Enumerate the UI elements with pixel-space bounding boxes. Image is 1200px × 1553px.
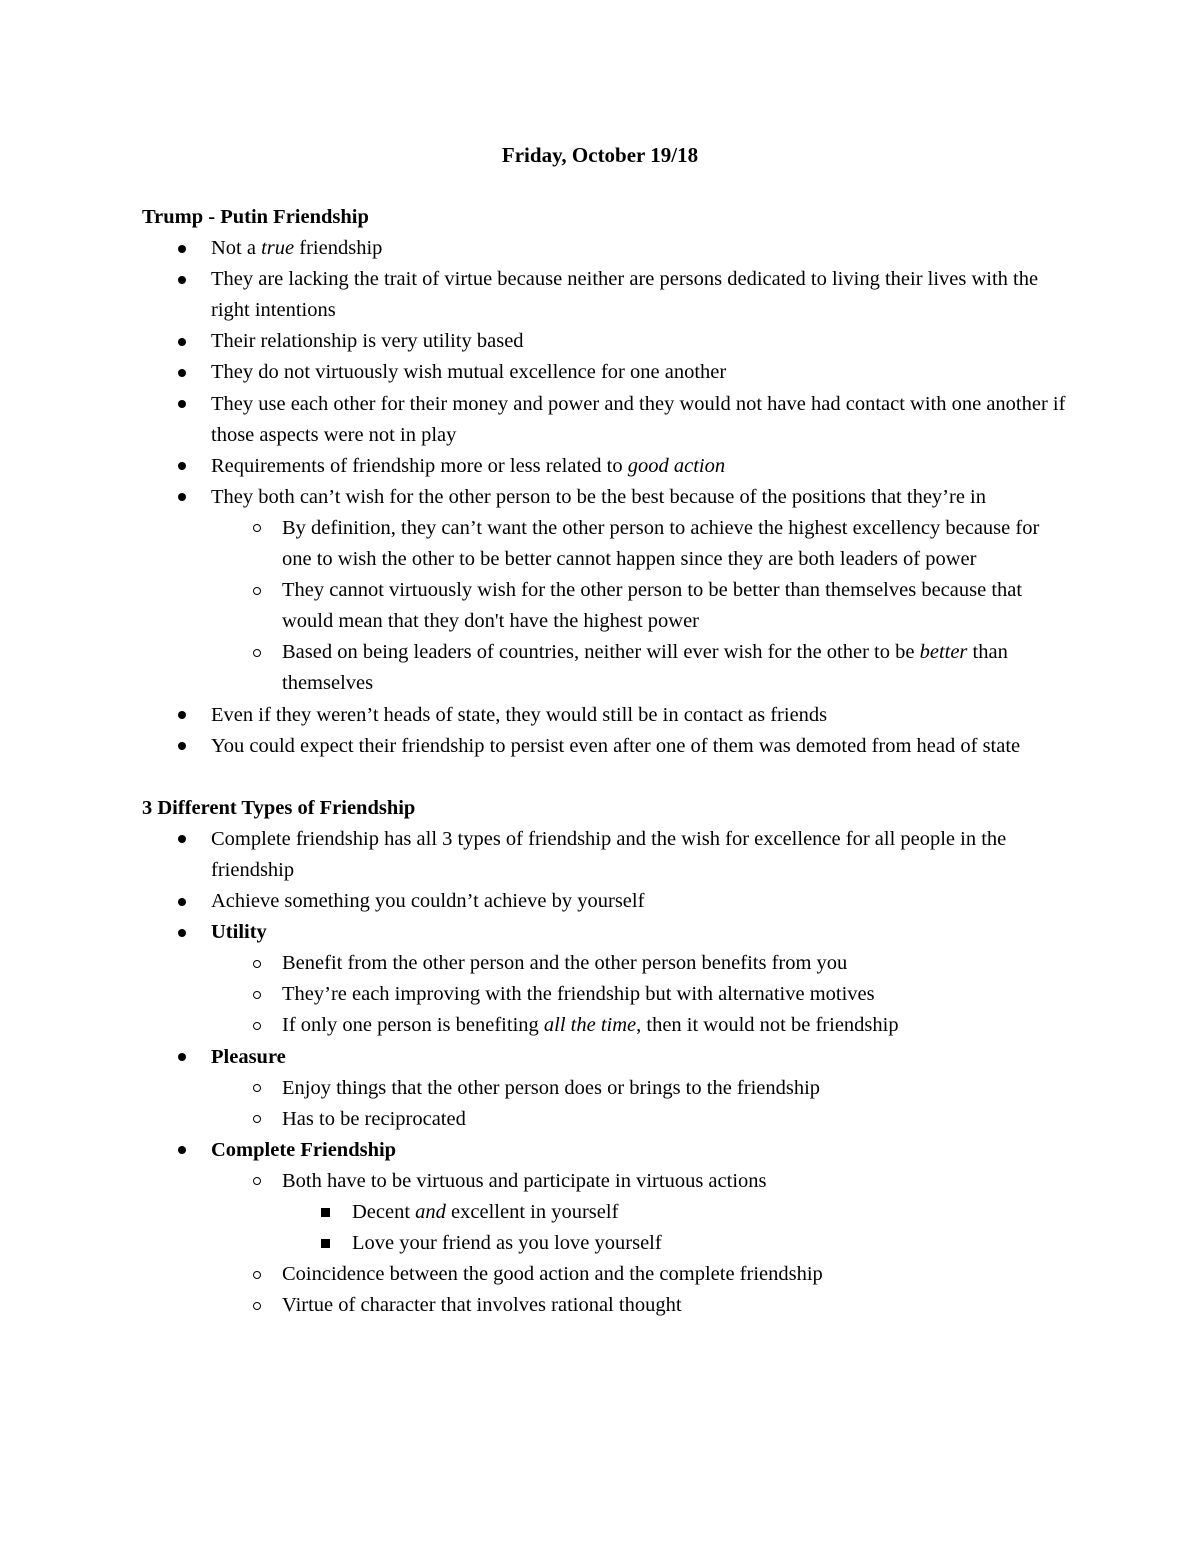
bullet-disc-icon — [175, 389, 189, 420]
list-item — [142, 482, 1072, 513]
bullet-disc-icon — [175, 451, 189, 482]
italic-text: and — [415, 1201, 446, 1223]
sub-list-item — [142, 979, 1072, 1010]
list-item-text: Enjoy things that the other person does or brings to the friendship — [282, 1076, 821, 1099]
bullet-circle-icon — [250, 1166, 264, 1197]
bullet-disc-icon — [175, 886, 189, 917]
list-item-text: They’re each improving with the friendship but with alternative motives — [282, 983, 875, 1006]
bullet-circle-icon — [250, 575, 264, 606]
list-item-text: , then it would not be friendship — [636, 1014, 899, 1037]
list-item-text: By definition, they can’t want the other person to achieve the highest excellency because for one to wish the other to be better cannot happen since they are both leaders of power — [282, 516, 1040, 571]
notes-body — [142, 202, 1072, 1321]
list-item-text: Based on being leaders of countries, neither will ever wish for the other to be — [282, 641, 920, 664]
page-title: Friday, October 19/18 — [501, 143, 699, 167]
list-item-text: excellent in yourself — [445, 1201, 619, 1223]
list-item-text: They are lacking the trait of virtue because neither are persons dedicated to living their lives with the right intentions — [211, 268, 1039, 322]
sub-list-item — [142, 637, 1072, 699]
bullet-disc-icon — [175, 731, 189, 762]
bullet-circle-icon — [250, 637, 264, 668]
list-item — [142, 700, 1072, 731]
sub-sub-list-item — [142, 1197, 1072, 1228]
list-item-text: than themselves — [282, 641, 1008, 695]
sub-list-item — [142, 1010, 1072, 1041]
bold-label: Utility — [211, 921, 267, 944]
italic-text: true — [261, 237, 295, 260]
sub-list-item — [142, 1166, 1072, 1197]
bullet-disc-icon — [175, 233, 189, 264]
bullet-disc-icon — [175, 357, 189, 388]
bullet-square-icon — [318, 1197, 332, 1228]
bullet-circle-icon — [250, 1290, 264, 1321]
bullet-disc-icon — [175, 482, 189, 513]
bullet-disc-icon — [175, 264, 189, 295]
list-item-text: If only one person is benefiting — [282, 1014, 544, 1037]
list-item-pleasure — [142, 1042, 1072, 1073]
sub-list-item — [142, 1104, 1072, 1135]
bullet-circle-icon — [250, 1073, 264, 1104]
bullet-disc-icon — [175, 1135, 189, 1166]
list-item — [142, 451, 1072, 482]
bullet-disc-icon — [175, 824, 189, 855]
list-item-text: Coincidence between the good action and the complete friendship — [282, 1263, 823, 1286]
list-item — [142, 264, 1072, 326]
list-item — [142, 326, 1072, 357]
list-item-text: They use each other for their money and power and they would not have had contact with one another if those aspects were not in play — [211, 392, 1066, 446]
list-item-text: Decent — [352, 1201, 416, 1223]
bold-label: Complete Friendship — [211, 1138, 397, 1161]
list-item-text: They both can’t wish for the other person to be the best because of the positions that they’re in — [211, 485, 986, 508]
list-item-text: Requirements of friendship more or less related to — [211, 454, 628, 477]
list-item — [142, 824, 1072, 886]
sub-list-item — [142, 948, 1072, 979]
list-item-text: They cannot virtuously wish for the other person to be better than themselves because that would mean that they don't have the highest power — [282, 579, 1023, 633]
bullet-circle-icon — [250, 1104, 264, 1135]
list-item-text: Achieve something you couldn’t achieve by yourself — [211, 890, 645, 913]
section-heading-trump-putin: Trump - Putin Friendship — [142, 206, 369, 228]
bullet-circle-icon — [250, 979, 264, 1010]
list-item-text: Benefit from the other person and the other person benefits from you — [282, 952, 848, 975]
italic-text: all the time — [543, 1014, 637, 1037]
list-item — [142, 233, 1072, 264]
italic-text: good action — [627, 454, 726, 477]
list-item-text: Love your friend as you love yourself — [352, 1232, 662, 1255]
list-item-text: They do not virtuously wish mutual excellence for one another — [211, 361, 727, 384]
bullet-disc-icon — [175, 1042, 189, 1073]
list-item-utility — [142, 917, 1072, 948]
bullet-square-icon — [318, 1228, 332, 1259]
bullet-circle-icon — [250, 1259, 264, 1290]
list-item-text: Complete friendship has all 3 types of friendship and the wish for excellence for all people in the friendship — [211, 827, 1007, 881]
sub-sub-list-item — [142, 1228, 1072, 1259]
sub-list-item — [142, 1073, 1072, 1104]
list-item — [142, 731, 1072, 762]
list-item-text: You could expect their friendship to persist even after one of them was demoted from head of state — [211, 734, 1021, 757]
sub-list-item — [142, 513, 1072, 575]
list-item-text: Both have to be virtuous and participate in virtuous actions — [282, 1169, 767, 1192]
list-item-text: Not a — [211, 237, 262, 260]
section-heading-types-of-friendship: 3 Different Types of Friendship — [142, 796, 416, 819]
bullet-circle-icon — [250, 513, 264, 544]
bullet-disc-icon — [175, 700, 189, 731]
sub-list-item — [142, 575, 1072, 637]
list-item — [142, 357, 1072, 388]
sub-list-item — [142, 1290, 1072, 1321]
list-item-text: friendship — [294, 237, 383, 260]
bullet-disc-icon — [175, 326, 189, 357]
bold-label: Pleasure — [211, 1045, 286, 1068]
italic-text: better — [919, 641, 968, 664]
list-item — [142, 886, 1072, 917]
bullet-circle-icon — [250, 948, 264, 979]
list-item — [142, 389, 1072, 451]
list-item-text: Their relationship is very utility based — [211, 330, 524, 353]
bullet-circle-icon — [250, 1010, 264, 1041]
list-item-complete-friendship — [142, 1135, 1072, 1166]
list-item-text: Even if they weren’t heads of state, they would still be in contact as friends — [211, 703, 828, 726]
sub-list-item — [142, 1259, 1072, 1290]
list-item-text: Has to be reciprocated — [282, 1107, 466, 1130]
section-spacer — [142, 762, 1072, 793]
bullet-disc-icon — [175, 917, 189, 948]
list-item-text: Virtue of character that involves rational thought — [282, 1294, 682, 1317]
